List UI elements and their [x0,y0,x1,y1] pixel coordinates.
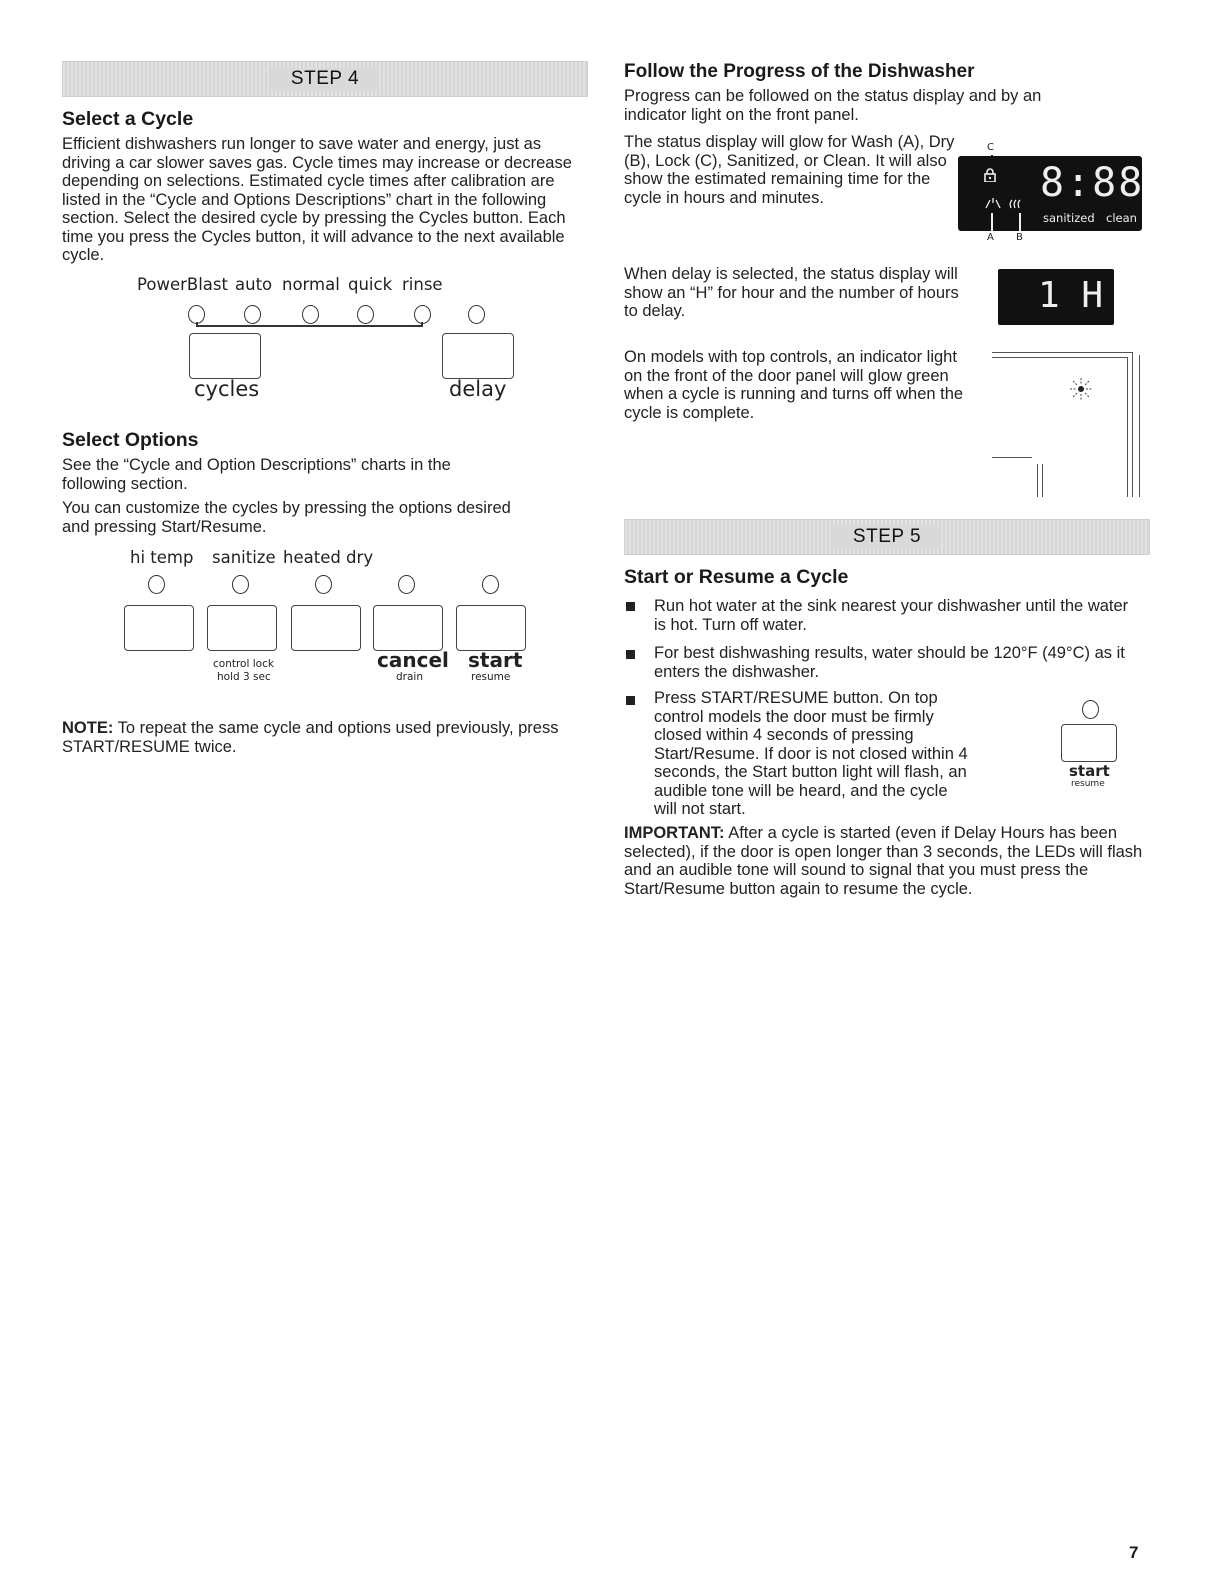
indicator-light-icon [1068,376,1094,407]
option-light-sanitize [232,575,249,594]
bullet-marker [626,602,635,611]
bullet-marker [626,696,635,705]
heated-dry-button[interactable] [291,605,361,651]
step5-bullet-2: For best dishwashing results, water should be 120°F (49°C) as it enters the dishwasher. [654,644,1125,681]
delay-display-value: 1 H [1038,275,1104,316]
cycle-light-normal [302,305,319,324]
status-display [958,156,1145,231]
select-options-heading: Select Options [62,429,199,451]
cycles-button-label: cycles [194,377,260,401]
start-resume-heading: Start or Resume a Cycle [624,566,849,588]
bullet-marker [626,650,635,659]
resume-label: resume [471,671,511,683]
hi-temp-button[interactable] [124,605,194,651]
note-text: To repeat the same cycle and options used previously, press START/RESUME twice. [62,719,559,756]
control-lock-label: control lock [213,658,274,670]
resume-button-sublabel: resume [1071,779,1105,789]
cycle-name-quick: quick [348,275,393,294]
cycle-light-rinse [414,305,431,324]
delay-button-label: delay [449,377,507,401]
status-label-c: C [987,142,994,153]
progress-para4: On models with top controls, an indicator light on the front of the door panel will glow green when a cycle is running and turns off when the cycle is complete. [624,348,964,422]
important-label: IMPORTANT: [624,824,725,842]
start-label: start [468,648,523,672]
lock-icon [984,168,996,182]
cycle-name-rinse: rinse [402,275,443,294]
cycle-name-normal: normal [282,275,340,294]
option-name-hi-temp: hi temp [130,548,194,567]
status-digits: 8:88 [1040,160,1145,206]
cancel-label: cancel [377,648,449,672]
option-name-sanitize: sanitize [212,548,276,567]
sanitized-label: sanitized [1043,211,1095,225]
status-label-a: A [987,232,994,243]
drain-label: drain [396,671,423,683]
progress-para3: When delay is selected, the status display will show an “H” for hour and the number of hours to delay. [624,265,959,320]
wash-icon [985,196,1001,214]
option-name-heated-dry: heated dry [283,548,374,567]
cycle-name-auto: auto [235,275,273,294]
progress-heading: Follow the Progress of the Dishwasher [624,61,975,82]
cycle-light-quick [357,305,374,324]
cycle-bracket-line [196,325,423,327]
important-paragraph [624,824,1144,898]
step4-banner-label: STEP 4 [271,68,379,90]
clean-label: clean [1106,211,1137,225]
step5-bullet-1: Run hot water at the sink nearest your dishwasher until the water is hot. Turn off water. [654,597,1129,634]
delay-light [468,305,485,324]
note-label: NOTE: [62,719,114,737]
option-light-hi-temp [148,575,165,594]
hold-3-sec-label: hold 3 sec [217,671,271,683]
option-light-heated-dry [315,575,332,594]
start-resume-button[interactable] [1061,724,1117,762]
progress-para2: The status display will glow for Wash (A), Dry (B), Lock (C), Sanitized, or Clean. It will also show the estimated remaining time for the cycle in hours and minutes. [624,133,955,207]
delay-display [998,269,1114,325]
cycle-light-auto [244,305,261,324]
select-cycle-body: Efficient dishwashers run longer to save water and energy, just as driving a car slower saves gas. Cycle times may increase or decrease depending on selections. Estimated cycle times after calibration are listed in the “Cycle and Options Descriptions” chart in the following section. Select the desired cycle by pressing the Cycles button. Each time you press the Cycles button, it will advance to the next available cycle. [62,135,572,264]
cancel-button[interactable] [373,605,443,651]
select-cycle-heading: Select a Cycle [62,108,194,130]
step5-bullet-3: Press START/RESUME button. On top control models the door must be firmly closed within 4 seconds of pressing Start/Resume. If door is not closed within 4 seconds, the Start button light will flash, an audible tone will be heard, and the cycle will not start. [654,689,968,818]
progress-para1: Progress can be followed on the status display and by an indicator light on the front panel. [624,87,1042,124]
cycle-name-powerblast: PowerBlast [137,275,228,294]
step5-banner-label: STEP 5 [833,526,941,548]
status-label-b: B [1016,232,1023,243]
select-options-para2: You can customize the cycles by pressing the options desired and pressing Start/Resume. [62,499,511,536]
note-paragraph [62,719,562,756]
step4-banner [62,61,588,97]
delay-button[interactable] [442,333,514,379]
page-number: 7 [1129,1543,1139,1562]
start-button[interactable] [456,605,526,651]
start-light [1082,700,1099,719]
option-light-5 [482,575,499,594]
important-text: After a cycle is started (even if Delay Hours has been selected), if the door is open longer than 3 seconds, the LEDs will flash and an audible tone will sound to signal that you must press the Start/Resume button again to resume the cycle. [624,824,1143,898]
start-button-label: start [1069,762,1110,780]
option-light-4 [398,575,415,594]
select-options-para1: See the “Cycle and Option Descriptions” charts in the following section. [62,456,451,493]
sanitize-button[interactable] [207,605,277,651]
cycles-button[interactable] [189,333,261,379]
step5-banner [624,519,1150,555]
dry-icon [1008,196,1022,214]
